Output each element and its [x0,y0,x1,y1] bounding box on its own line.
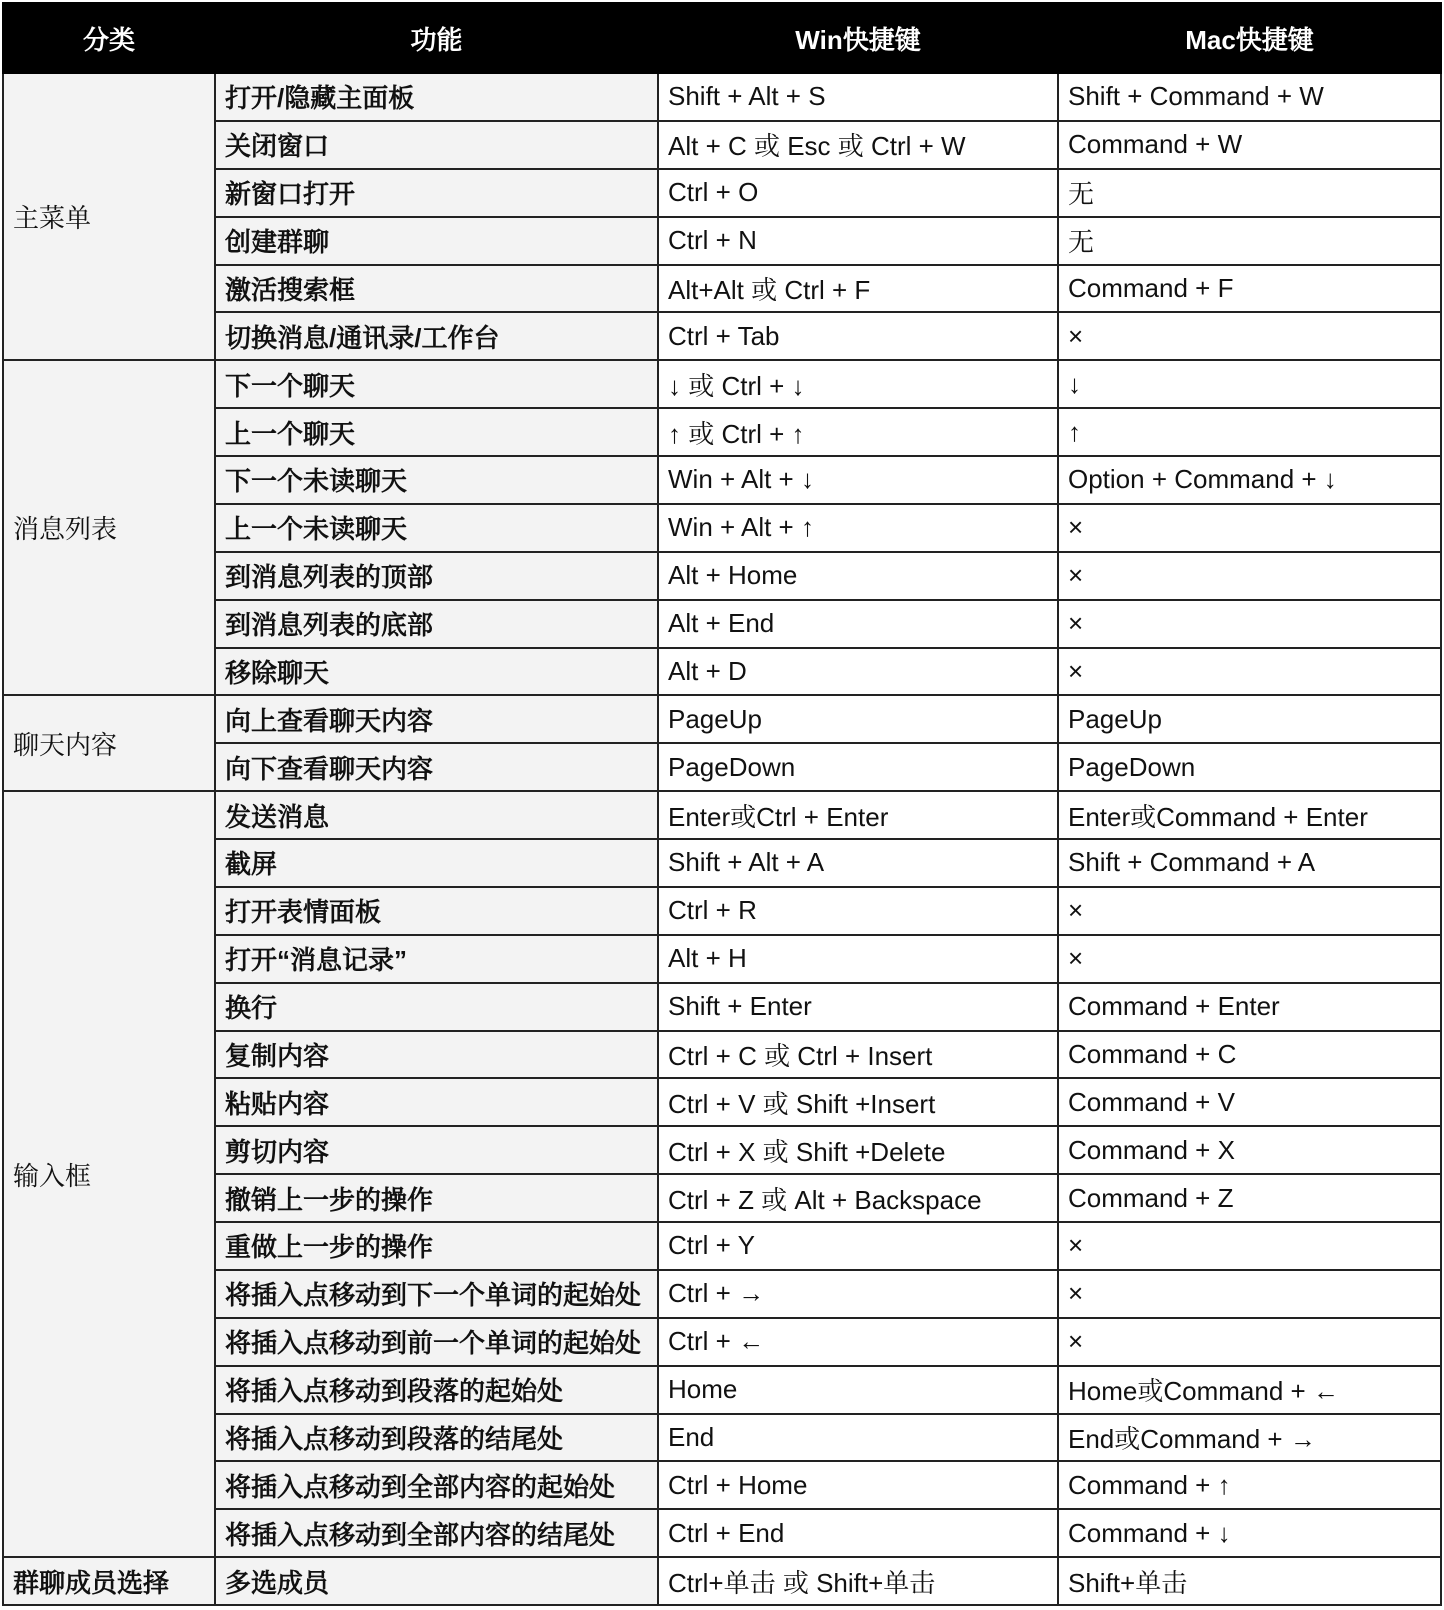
mac-shortcut-cell: × [1058,648,1441,696]
table-row [3,935,1441,983]
table-body [3,73,1441,1605]
table-row [3,360,1441,408]
table-row [3,600,1441,648]
header-function: 功能 [215,3,658,73]
category-cell: 主菜单 [3,73,215,360]
table-row [3,265,1441,313]
win-shortcut-cell: Home [658,1366,1058,1414]
function-cell: 将插入点移动到全部内容的起始处 [215,1461,658,1509]
table-row [3,839,1441,887]
function-cell: 截屏 [215,839,658,887]
function-cell: 剪切内容 [215,1126,658,1174]
table-row [3,1126,1441,1174]
mac-shortcut-cell: Command + ↑ [1058,1461,1441,1509]
mac-shortcut-cell: × [1058,887,1441,935]
mac-shortcut-cell: End或Command + → [1058,1414,1441,1462]
function-cell: 将插入点移动到全部内容的结尾处 [215,1509,658,1557]
table-row [3,1461,1441,1509]
win-shortcut-cell: Ctrl + End [658,1509,1058,1557]
mac-shortcut-cell: 无 [1058,169,1441,217]
mac-shortcut-cell: Option + Command + ↓ [1058,456,1441,504]
function-cell: 换行 [215,983,658,1031]
table-row [3,217,1441,265]
mac-shortcut-cell: Enter或Command + Enter [1058,791,1441,839]
table-row [3,552,1441,600]
table-row [3,648,1441,696]
mac-shortcut-cell: Command + Z [1058,1174,1441,1222]
function-cell: 复制内容 [215,1031,658,1079]
table-row [3,1318,1441,1366]
table-row [3,312,1441,360]
function-cell: 下一个聊天 [215,360,658,408]
shortcut-table [2,2,1442,1606]
function-cell: 将插入点移动到段落的起始处 [215,1366,658,1414]
function-cell: 打开“消息记录” [215,935,658,983]
win-shortcut-cell: Shift + Enter [658,983,1058,1031]
function-cell: 创建群聊 [215,217,658,265]
win-shortcut-cell: ↑ 或 Ctrl + ↑ [658,408,1058,456]
table-row [3,1222,1441,1270]
mac-shortcut-cell: × [1058,600,1441,648]
function-cell: 向下查看聊天内容 [215,743,658,791]
mac-shortcut-cell: ↓ [1058,360,1441,408]
win-shortcut-cell: Shift + Alt + A [658,839,1058,887]
table-row [3,169,1441,217]
function-cell: 下一个未读聊天 [215,456,658,504]
win-shortcut-cell: Ctrl + ← [658,1318,1058,1366]
mac-shortcut-cell: Command + ↓ [1058,1509,1441,1557]
table-row [3,791,1441,839]
header-win-shortcut: Win快捷键 [658,3,1058,73]
function-cell: 将插入点移动到下一个单词的起始处 [215,1270,658,1318]
mac-shortcut-cell: Command + C [1058,1031,1441,1079]
function-cell: 移除聊天 [215,648,658,696]
mac-shortcut-cell: × [1058,935,1441,983]
win-shortcut-cell: Alt + C 或 Esc 或 Ctrl + W [658,121,1058,169]
win-shortcut-cell: Alt + Home [658,552,1058,600]
table-row [3,1557,1441,1605]
function-cell: 发送消息 [215,791,658,839]
win-shortcut-cell: Alt + End [658,600,1058,648]
function-cell: 到消息列表的顶部 [215,552,658,600]
table-row [3,121,1441,169]
category-cell: 消息列表 [3,360,215,695]
mac-shortcut-cell: ↑ [1058,408,1441,456]
win-shortcut-cell: Ctrl + X 或 Shift +Delete [658,1126,1058,1174]
mac-shortcut-cell: Command + V [1058,1078,1441,1126]
function-cell: 将插入点移动到段落的结尾处 [215,1414,658,1462]
header-category: 分类 [3,3,215,73]
table-row [3,1414,1441,1462]
mac-shortcut-cell: Command + F [1058,265,1441,313]
mac-shortcut-cell: Command + Enter [1058,983,1441,1031]
win-shortcut-cell: Win + Alt + ↓ [658,456,1058,504]
win-shortcut-cell: Enter或Ctrl + Enter [658,791,1058,839]
table-row [3,1270,1441,1318]
mac-shortcut-cell: PageUp [1058,695,1441,743]
function-cell: 将插入点移动到前一个单词的起始处 [215,1318,658,1366]
win-shortcut-cell: Alt+Alt 或 Ctrl + F [658,265,1058,313]
win-shortcut-cell: Ctrl + Home [658,1461,1058,1509]
win-shortcut-cell: Ctrl + Tab [658,312,1058,360]
function-cell: 切换消息/通讯录/工作台 [215,312,658,360]
mac-shortcut-cell: × [1058,1222,1441,1270]
mac-shortcut-cell: Command + X [1058,1126,1441,1174]
mac-shortcut-cell: PageDown [1058,743,1441,791]
function-cell: 粘贴内容 [215,1078,658,1126]
table-row [3,983,1441,1031]
function-cell: 多选成员 [215,1557,658,1605]
header-mac-shortcut: Mac快捷键 [1058,3,1441,73]
mac-shortcut-cell: Home或Command + ← [1058,1366,1441,1414]
function-cell: 上一个未读聊天 [215,504,658,552]
win-shortcut-cell: Win + Alt + ↑ [658,504,1058,552]
table-row [3,695,1441,743]
mac-shortcut-cell: Shift + Command + W [1058,73,1441,121]
table-row [3,73,1441,121]
mac-shortcut-cell: × [1058,312,1441,360]
mac-shortcut-cell: Command + W [1058,121,1441,169]
win-shortcut-cell: Ctrl + C 或 Ctrl + Insert [658,1031,1058,1079]
header-row [3,3,1441,73]
win-shortcut-cell: ↓ 或 Ctrl + ↓ [658,360,1058,408]
win-shortcut-cell: Ctrl + Y [658,1222,1058,1270]
win-shortcut-cell: PageUp [658,695,1058,743]
table-row [3,1031,1441,1079]
win-shortcut-cell: Ctrl + → [658,1270,1058,1318]
win-shortcut-cell: Ctrl + N [658,217,1058,265]
mac-shortcut-cell: × [1058,1318,1441,1366]
function-cell: 重做上一步的操作 [215,1222,658,1270]
table-row [3,887,1441,935]
win-shortcut-cell: Alt + D [658,648,1058,696]
win-shortcut-cell: Ctrl + R [658,887,1058,935]
function-cell: 关闭窗口 [215,121,658,169]
mac-shortcut-cell: × [1058,552,1441,600]
category-cell: 聊天内容 [3,695,215,791]
table-row [3,408,1441,456]
mac-shortcut-cell: × [1058,1270,1441,1318]
table-row [3,1509,1441,1557]
table-row [3,1174,1441,1222]
mac-shortcut-cell: Shift + Command + A [1058,839,1441,887]
mac-shortcut-cell: Shift+单击 [1058,1557,1441,1605]
function-cell: 到消息列表的底部 [215,600,658,648]
function-cell: 打开表情面板 [215,887,658,935]
mac-shortcut-cell: 无 [1058,217,1441,265]
win-shortcut-cell: Ctrl+单击 或 Shift+单击 [658,1557,1058,1605]
win-shortcut-cell: Ctrl + Z 或 Alt + Backspace [658,1174,1058,1222]
table-row [3,456,1441,504]
table-row [3,504,1441,552]
win-shortcut-cell: End [658,1414,1058,1462]
win-shortcut-cell: PageDown [658,743,1058,791]
function-cell: 打开/隐藏主面板 [215,73,658,121]
win-shortcut-cell: Ctrl + V 或 Shift +Insert [658,1078,1058,1126]
function-cell: 激活搜索框 [215,265,658,313]
function-cell: 向上查看聊天内容 [215,695,658,743]
table-row [3,1366,1441,1414]
function-cell: 新窗口打开 [215,169,658,217]
table-row [3,1078,1441,1126]
win-shortcut-cell: Ctrl + O [658,169,1058,217]
win-shortcut-cell: Shift + Alt + S [658,73,1058,121]
category-cell: 群聊成员选择 [3,1557,215,1605]
mac-shortcut-cell: × [1058,504,1441,552]
win-shortcut-cell: Alt + H [658,935,1058,983]
category-cell: 输入框 [3,791,215,1557]
function-cell: 上一个聊天 [215,408,658,456]
table-row [3,743,1441,791]
function-cell: 撤销上一步的操作 [215,1174,658,1222]
